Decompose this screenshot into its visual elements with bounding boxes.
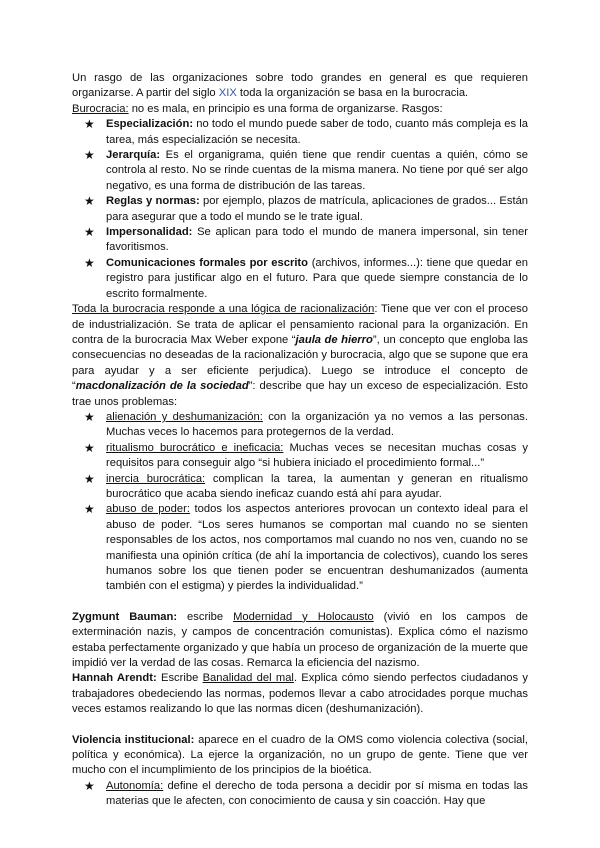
problema-text: complican la tarea, la aumentan y generan en ritualismo burocrático que acaba siendo ineficaz cuando está ahí para ayudar. [106, 472, 528, 500]
rasgo-term: Impersonalidad: [106, 226, 193, 239]
rasgo-term: Reglas y normas: [106, 195, 200, 208]
macdonalizacion-term: macdonalización de la sociedad [75, 380, 249, 393]
violencia-label: Violencia institucional: [72, 733, 195, 746]
arendt-book: Banalidad del mal [202, 672, 294, 685]
list-item [84, 440, 528, 472]
burocracia-label: Burocracia: [72, 102, 129, 115]
racionalizacion-text-3: ”: describe que hay un exceso de especialización. Esto trae unos problemas: [72, 380, 528, 408]
rasgo-term: Comunicaciones formales por escrito [106, 256, 308, 269]
star-icon: ★ [84, 255, 95, 270]
rasgo-text: (archivos, informes...): tiene que quedar en registro para justificar algo en el futuro. Para que quede siempre constancia de lo escrito formalmente. [106, 256, 528, 300]
problema-text: Muchas veces se necesitan muchas cosas y requisitos para conseguir algo “si hubiera iniciado el procedimiento formal...” [106, 441, 528, 470]
problema-term: abuso de poder: [106, 503, 190, 516]
rasgo-term: Especialización: [106, 118, 194, 131]
star-icon: ★ [84, 502, 95, 517]
list-item [84, 117, 528, 148]
star-icon: ★ [84, 440, 95, 455]
rasgo-text: no todo el mundo puede saber de todo, cuanto más compleja es la tarea, más especialización se necesita. [106, 118, 528, 146]
problema-term: inercia burocrática: [106, 472, 206, 485]
star-icon: ★ [84, 148, 95, 163]
list-item [84, 148, 528, 194]
list-item [84, 409, 528, 441]
rasgos-list [72, 117, 528, 302]
siglo-text: XIX [218, 87, 237, 100]
principio-term: Autonomía: [106, 779, 164, 792]
violencia-text: aparece en el cuadro de la OMS como violencia colectiva (social, política y económica). La ejerce la organización, no un grupo de gente. Tiene que ver mucho con el incumplimiento de los principios de la bioética. [72, 733, 528, 777]
arendt-text: Escribe [156, 672, 203, 685]
list-item [84, 778, 528, 810]
problema-text: todos los aspectos anteriores provocan un contexto ideal para el abuso de poder. “Los seres humanos se comportan mal cuando no se sienten responsables de los actos, nos comportamos mal cuando no nos ven, cuando no se manifiesta una opinión crítica (de ahí la importancia de colectivos), cuando los seres humanos sobre los que tienen poder se encuentran deshumanizados (aumenta también con el estigma) y pierdes la individualidad.” [106, 503, 528, 593]
bauman-paragraph [72, 610, 528, 672]
problema-text: con la organización ya no vemos a las personas. Muchas veces lo hacemos para protegernos de la verdad. [106, 410, 528, 439]
star-icon: ★ [84, 117, 95, 132]
racionalizacion-text-2: ”, un concepto que engloba las consecuencias no deseadas de la racionalización y burocracia, algo que se supone que era para ayudar y a ser eficiente perjudica). Luego se introduce el concepto de “ [72, 333, 528, 393]
star-icon: ★ [84, 225, 95, 240]
list-item [84, 194, 529, 225]
jaula-term: jaula de hierro [295, 333, 373, 346]
arendt-paragraph [72, 671, 528, 717]
rasgo-text: por ejemplo, plazos de matrícula, aplicaciones de grados... Están para asegurar que a todo el mundo se le trate igual. [106, 195, 529, 223]
problema-term: ritualismo burocrático e ineficacia: [106, 441, 284, 454]
arendt-text-2: . Explica cómo siendo perfectos ciudadanos y trabajadores obedeciendo las normas, podemos llevar a cabo atrocidades porque muchas veces estamos realizando lo que las normas dicen (deshumanización). [72, 672, 529, 716]
violencia-list [72, 779, 528, 810]
intro-text-end: toda la organización se basa en la burocracia. [236, 87, 469, 100]
violencia-paragraph [72, 733, 528, 779]
principio-text: define el derecho de toda persona a decidir por sí misma en todas las materias que le afecten, con conocimiento de causa y sin coacción. Hay que [106, 779, 528, 808]
problema-term: alienación y deshumanización: [106, 410, 263, 423]
burocracia-paragraph [72, 102, 528, 117]
bauman-text: escribe [177, 610, 234, 623]
list-item [84, 255, 528, 302]
bauman-text-2: (vivió en los campos de exterminación nazis, y campos de concentración comunistas). Explica cómo el nazismo estaba perfectamente organizado y que había un proceso de organización de la muerte que impidió ver la verdad de las cosas. Remarca la eficiencia del nazismo. [72, 610, 529, 670]
star-icon: ★ [84, 409, 95, 424]
star-icon: ★ [84, 778, 95, 793]
arendt-name: Hannah Arendt: [72, 672, 157, 685]
problemas-list [72, 410, 528, 595]
racionalizacion-label: Toda la burocracia responde a una lógica de racionalización [72, 303, 375, 316]
bauman-book: Modernidad y Holocausto [233, 610, 374, 623]
intro-paragraph [72, 71, 528, 102]
spacer [72, 718, 528, 733]
star-icon: ★ [84, 194, 95, 209]
bauman-name: Zygmunt Bauman: [72, 610, 178, 623]
racionalizacion-paragraph [72, 302, 528, 410]
document-body [72, 71, 528, 810]
star-icon: ★ [84, 471, 95, 486]
burocracia-text: no es mala, en principio es una forma de organizarse. Rasgos: [128, 102, 443, 115]
list-item [84, 225, 528, 256]
spacer [72, 595, 528, 610]
intro-text: Un rasgo de las organizaciones sobre todo grandes en general es que requieren organizarse. A partir del siglo [72, 72, 528, 100]
list-item [84, 502, 528, 594]
rasgo-text: Se aplican para todo el mundo de manera impersonal, sin tener favoritismos. [106, 226, 528, 254]
rasgo-text: Es el organigrama, quién tiene que rendir cuentas a quién, cómo se controla al resto. No se rinde cuentas de la misma manera. No tiene por qué ser algo negativo, es una forma de distribución de las tareas. [106, 149, 528, 192]
rasgo-term: Jerarquía: [106, 149, 161, 162]
list-item [84, 471, 528, 503]
racionalizacion-text: : Tiene que ver con el proceso de industrialización. Se trata de aplicar el pensamiento racional para la organización. En contra de la burocracia Max Weber expone “ [72, 303, 528, 346]
